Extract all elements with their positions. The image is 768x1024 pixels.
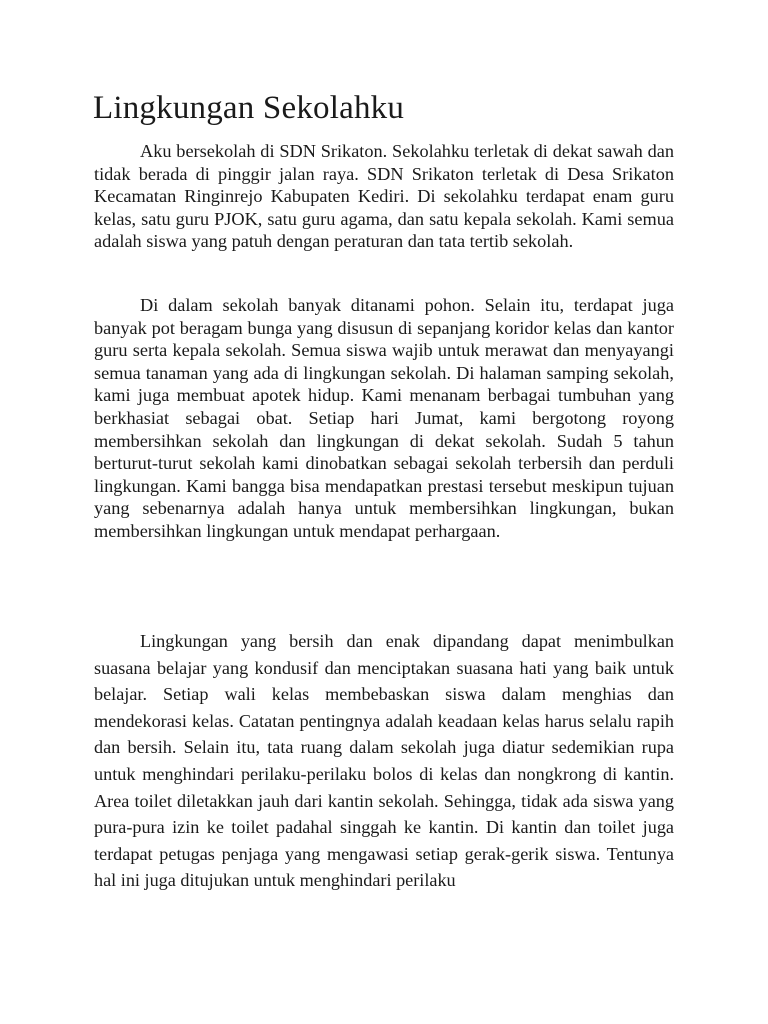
paragraph-2: Di dalam sekolah banyak ditanami pohon. Selain itu, terdapat juga banyak pot beragam bunga yang disusun di sepanjang koridor kelas dan kantor guru serta kepala sekolah. Semua siswa wajib untuk merawat dan menyayangi semua tanaman yang ada di lingkungan sekolah. Di halaman samping sekolah, kami juga membuat apotek hidup. Kami menanam berbagai tumbuhan yang berkhasiat sebagai obat. Setiap hari Jumat, kami bergotong royong membersihkan sekolah dan lingkungan di dekat sekolah. Sudah 5 tahun berturut-turut sekolah kami dinobatkan sebagai sekolah terbersih dan perduli lingkungan. Kami bangga bisa mendapatkan prestasi tersebut meskipun tujuan yang sebenarnya adalah hanya untuk membersihkan lingkungan, bukan membersihkan lingkungan untuk mendapat perhargaan. xyxy=(94,295,674,541)
document-title: Lingkungan Sekolahku xyxy=(93,90,405,126)
paragraph-1: Aku bersekolah di SDN Srikaton. Sekolahku terletak di dekat sawah dan tidak berada di pinggir jalan raya. SDN Srikaton terletak di Desa Srikaton Kecamatan Ringinrejo Kabupaten Kediri. Di sekolahku terdapat enam guru kelas, satu guru PJOK, satu guru agama, dan satu kepala sekolah. Kami semua adalah siswa yang patuh dengan peraturan dan tata tertib sekolah. xyxy=(94,141,674,252)
paragraph-3: Lingkungan yang bersih dan enak dipandang dapat menimbulkan suasana belajar yang kondusif dan menciptakan suasana hati yang baik untuk belajar. Setiap wali kelas membebaskan siswa dalam menghias dan mendekorasi kelas. Catatan pentingnya adalah keadaan kelas harus selalu rapih dan bersih. Selain itu, tata ruang dalam sekolah juga diatur sedemikian rupa untuk menghindari perilaku-perilaku bolos di kelas dan nongkrong di kantin. Area toilet diletakkan jauh dari kantin sekolah. Sehingga, tidak ada siswa yang pura-pura izin ke toilet padahal singgah ke kantin. Di kantin dan toilet juga terdapat petugas penjaga yang mengawasi setiap gerak-gerik siswa. Tentunya hal ini juga ditujukan untuk menghindari perilaku xyxy=(94,631,674,891)
